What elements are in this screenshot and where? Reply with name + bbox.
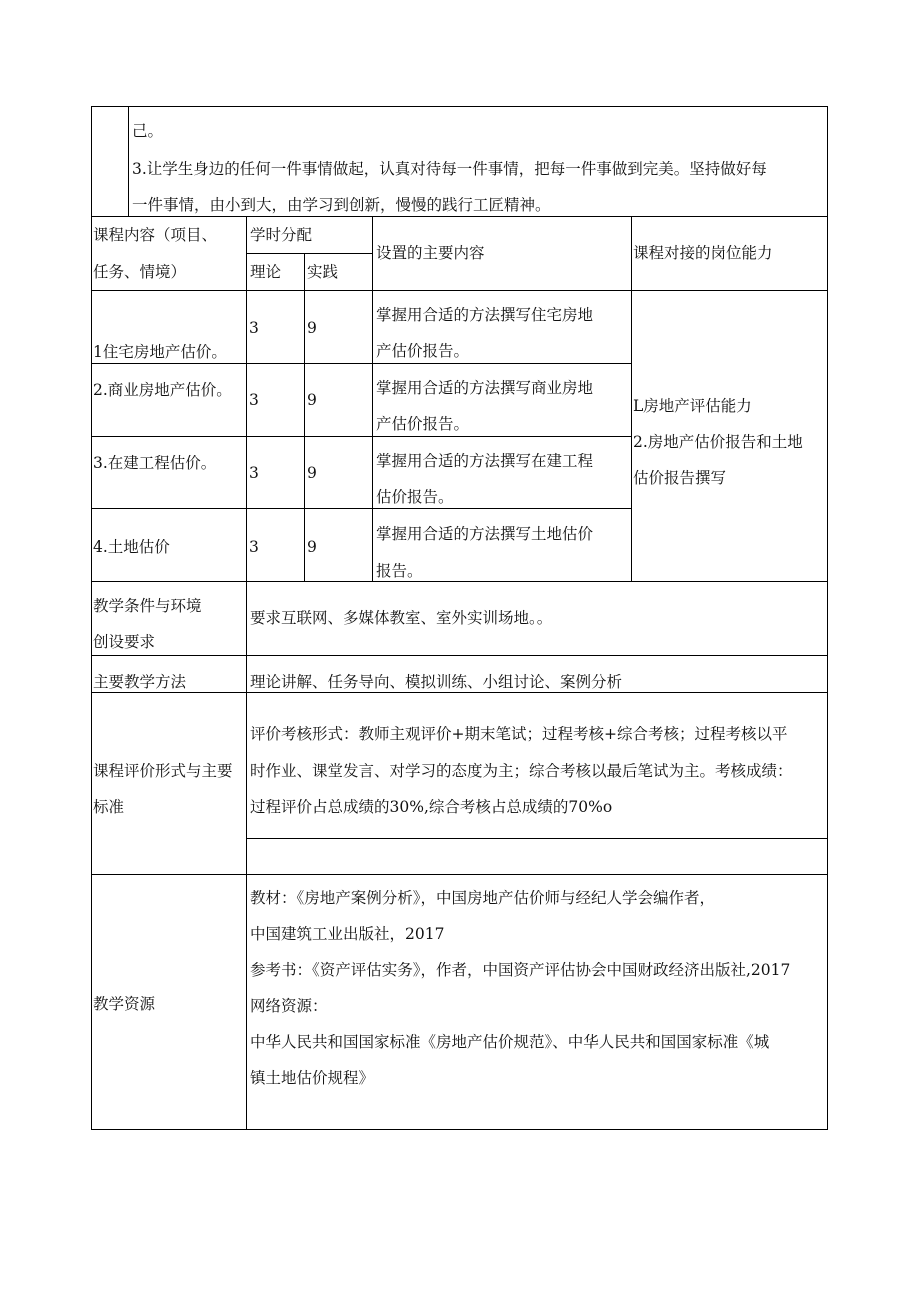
row-practice: 9 (307, 391, 317, 409)
resources-line-5: 中华人民共和国国家标准《房地产估价规范》、中华人民共和国国家标准《城 (250, 1033, 770, 1051)
methods-label: 主要教学方法 (93, 673, 187, 691)
row-theory: 3 (249, 319, 259, 337)
row-content-line-1: 掌握用合适的方法撰写商业房地 (376, 379, 594, 397)
header-theory: 理论 (250, 263, 282, 281)
resources-line-1: 教材：《房地产案例分析》，中国房地产估价师与经纪人学会编作者， (250, 889, 716, 907)
header-content-line-2: 任务、情境） (93, 263, 187, 281)
row-content-line-1: 掌握用合适的方法撰写土地估价 (376, 525, 594, 543)
header-content-line-1: 课程内容（项目、 (93, 226, 218, 244)
evaluation-label-line-1: 课程评价形式与主要 (93, 762, 233, 780)
intro-line-1: 己。 (132, 122, 164, 140)
conditions-label-line-2: 创设要求 (93, 633, 156, 651)
row-theory: 3 (249, 391, 259, 409)
resources-line-2: 中国建筑工业出版社，2017 (250, 925, 445, 943)
header-ability: 课程对接的岗位能力 (633, 244, 773, 262)
methods-value: 理论讲解、任务导向、模拟训练、小组讨论、案例分析 (250, 673, 623, 691)
row-content-line-1: 掌握用合适的方法撰写住宅房地 (376, 306, 594, 324)
row-content-line-2: 报告。 (376, 562, 423, 580)
resources-line-6: 镇土地估价规程》 (250, 1069, 375, 1087)
resources-line-4: 网络资源： (250, 997, 328, 1015)
ability-line-1: L房地产评估能力 (633, 397, 752, 415)
ability-line-3: 估价报告撰写 (633, 469, 727, 487)
row-content-line-2: 估价报告。 (376, 488, 454, 506)
row-name: 3.在建工程估价。 (93, 454, 217, 472)
row-practice: 9 (307, 319, 317, 337)
row-theory: 3 (249, 538, 259, 556)
resources-label: 教学资源 (93, 995, 156, 1013)
header-main-content: 设置的主要内容 (376, 244, 485, 262)
intro-line-3: 一件事情，由小到大，由学习到创新，慢慢的践行工匠精神。 (132, 196, 551, 214)
resources-line-3: 参考书：《资产评估实务》，作者，中国资产评估协会中国财政经济出版社,2017 (250, 961, 791, 979)
conditions-value: 要求互联网、多媒体教室、室外实训场地。。 (250, 609, 553, 627)
row-content-line-1: 掌握用合适的方法撰写在建工程 (376, 452, 594, 470)
header-hours: 学时分配 (250, 226, 313, 244)
evaluation-label-line-2: 标准 (93, 798, 125, 816)
intro-line-2: 3.让学生身边的任何一件事情做起，认真对待每一件事情，把每一件事做到完美。坚持做好每 (132, 160, 767, 178)
ability-line-2: 2.房地产估价报告和土地 (633, 433, 803, 451)
row-name: 2.商业房地产估价。 (93, 381, 232, 399)
evaluation-line-3: 过程评价占总成绩的30%,综合考核占总成绩的70%o (250, 798, 613, 816)
row-name: 4.土地估价 (93, 538, 170, 556)
header-practice: 实践 (307, 263, 339, 281)
row-practice: 9 (307, 464, 317, 482)
row-name: 1住宅房地产估价。 (93, 343, 227, 361)
row-content-line-2: 产估价报告。 (376, 342, 470, 360)
row-theory: 3 (249, 464, 259, 482)
evaluation-line-2: 时作业、课堂发言、对学习的态度为主；综合考核以最后笔试为主。考核成绩： (250, 762, 793, 780)
row-practice: 9 (307, 538, 317, 556)
row-content-line-2: 产估价报告。 (376, 415, 470, 433)
conditions-label-line-1: 教学条件与环境 (93, 597, 202, 615)
evaluation-line-1: 评价考核形式：教师主观评价+期末笔试；过程考核+综合考核；过程考核以平 (250, 725, 788, 743)
